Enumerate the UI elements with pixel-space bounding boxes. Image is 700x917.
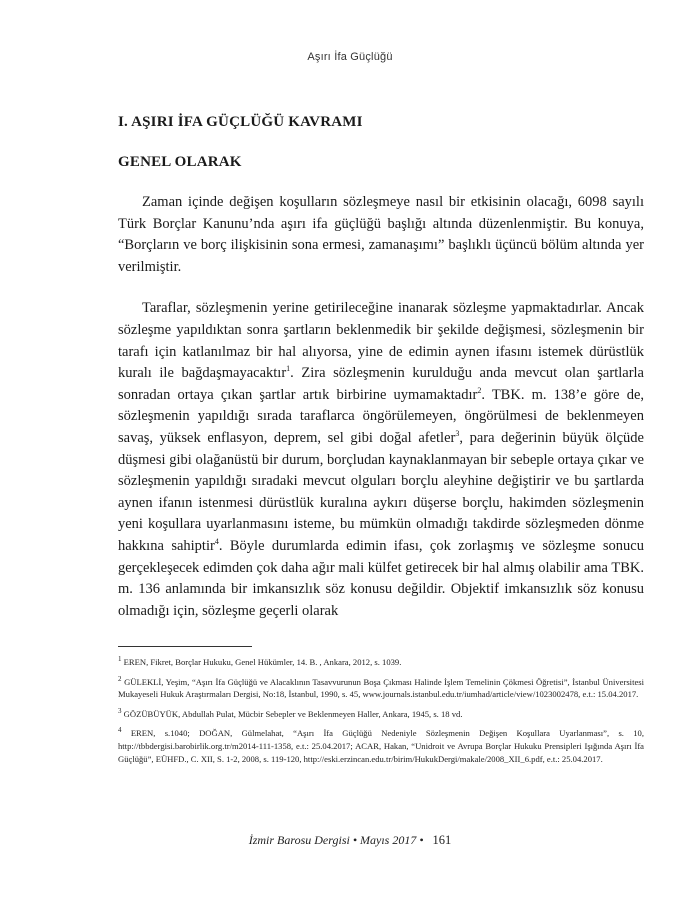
text-run: . Böyle durumlarda edimin ifası, çok zorlaşmış ve sözleşme sonucu gerçekleşecek edimden çok daha ağır mali külfet getirecek bir hal almış olabilir ama TBK. m. 136 anlamında bir imkansızlık söz konusu değildir. Objektif imkansızlık söz konusu olmadığı için, sözleşme geçerli olarak — [118, 537, 644, 619]
footnote — [118, 727, 644, 765]
paragraph-1 — [118, 192, 644, 278]
footnote-number: 1 — [118, 655, 122, 664]
page-footer — [0, 833, 700, 848]
footnote-ref: 4 — [214, 537, 219, 547]
footnote-text: EREN, s.1040; DOĞAN, Gülmelahat, “Aşırı İfa Güçlüğü Nedeniyle Sözleşmenin Değişen Koşullara Uyarlanması”, s. 10, http://tbbdergisi.barobirlik.org.tr/m2014-111-1358, e.t.: 25.04.2017; ACAR, Hakan, “Unidroit ve Avrupa Borçlar Hukuku Prensipleri Işığında Aşırı İfa Güçlüğü”, EÜHFD., C. XII, S. 1-2, 2008, s. 119-120, http://eski.erzincan.edu.tr/birim/HukukDergi/makale/2008_XII_6.pdf, e.t.: 25.04.2017. — [118, 728, 644, 764]
journal-name: İzmir Barosu Dergisi • Mayıs 2017 • — [248, 833, 424, 847]
footnote-number: 4 — [118, 726, 122, 735]
section-title: I. AŞIRI İFA GÜÇLÜĞÜ KAVRAMI — [118, 114, 363, 130]
page-number: 161 — [432, 833, 452, 847]
text-run: . Zira sözleşmenin kurulduğu anda mevcut olan şartlarla sonradan ortaya çıkan şartlar artık birbirine uymamaktadır — [118, 365, 644, 403]
subsection-title: GENEL OLARAK — [118, 154, 242, 170]
footnotes — [118, 656, 644, 772]
running-head: Aşırı İfa Güçlüğü — [307, 51, 393, 63]
footnote — [118, 708, 644, 721]
footnote-ref: 1 — [286, 364, 291, 374]
footnote-number: 2 — [118, 674, 122, 683]
footnote-number: 3 — [118, 706, 122, 715]
footnote — [118, 656, 644, 669]
footnote-ref: 3 — [455, 429, 460, 439]
footnote-text: GÜLEKLİ, Yeşim, “Aşırı İfa Güçlüğü ve Alacaklının Tasavvurunun Boşa Çıkması Halinde İşlem Temelinin Çökmesi Öğretisi”, İstanbul Üniversitesi Mukayeseli Hukuk Araştırmaları Dergisi, No:18, İstanbul, 1990, s. 45, www.journals.istanbul.edu.tr/iumhad/article/view/1023002478, e.t.: 15.04.2017. — [118, 676, 645, 700]
text-run: Zaman içinde değişen koşulların sözleşmeye nasıl bir etkisinin olacağı, 6098 sayılı Türk Borçlar Kanunu’nda aşırı ifa güçlüğü başlığı altında düzenlenmiştir. Bu konuya, “Borçların ve borç ilişkisinin sona ermesi, zamanaşımı” başlıklı üçüncü bölüm altında yer verilmiştir. — [118, 194, 644, 275]
footnote-rule — [118, 646, 252, 647]
paragraph-2 — [118, 298, 644, 622]
main-text — [118, 112, 644, 622]
footnote-text: GÖZÜBÜYÜK, Abdullah Pulat, Mücbir Sebepler ve Beklenmeyen Haller, Ankara, 1945, s. 18 vd. — [123, 708, 463, 719]
text-run: Taraflar, sözleşmenin yerine getirileceğine inanarak sözleşme yapmaktadırlar. Ancak sözleşme yapıldıktan sonra şartların beklenmedik bir şekilde değişmesi, sözleşmenin bir tarafı için katlanılmaz bir hal alıyorsa, yine de edimin aynen ifasını istemek dürüstlük kuralı ile bağdaşmayacaktır — [118, 300, 644, 382]
text-run: , para değerinin büyük ölçüde düşmesi gibi olağanüstü bir durum, borçludan kaynaklanmayan bir sebeple ortaya çıkar ve sözleşmenin yapıldığı sıradaki mevcut olguları borçlu aleyhine değiştirir ve bu şartlarda aynen ifanın istenmesi dürüstlük kuralına aykırı düşerse borçlu, hakimden sözleşmenin yeni koşullara uyarlanmasını isteme, bu mümkün olmadığı takdirde sözleşmeden dönme hakkına sahiptir — [118, 429, 644, 554]
footnote — [118, 676, 644, 701]
text-run: . TBK. m. 138’e göre de, sözleşmenin yapıldığı sırada taraflarca öngörülemeyen, öngörülmesi de beklenmeyen savaş, yüksek enflasyon, deprem, sel gibi doğal afetler — [118, 386, 645, 446]
footnote-ref: 2 — [477, 385, 482, 395]
footnote-text: EREN, Fikret, Borçlar Hukuku, Genel Hükümler, 14. B. , Ankara, 2012, s. 1039. — [123, 657, 402, 667]
